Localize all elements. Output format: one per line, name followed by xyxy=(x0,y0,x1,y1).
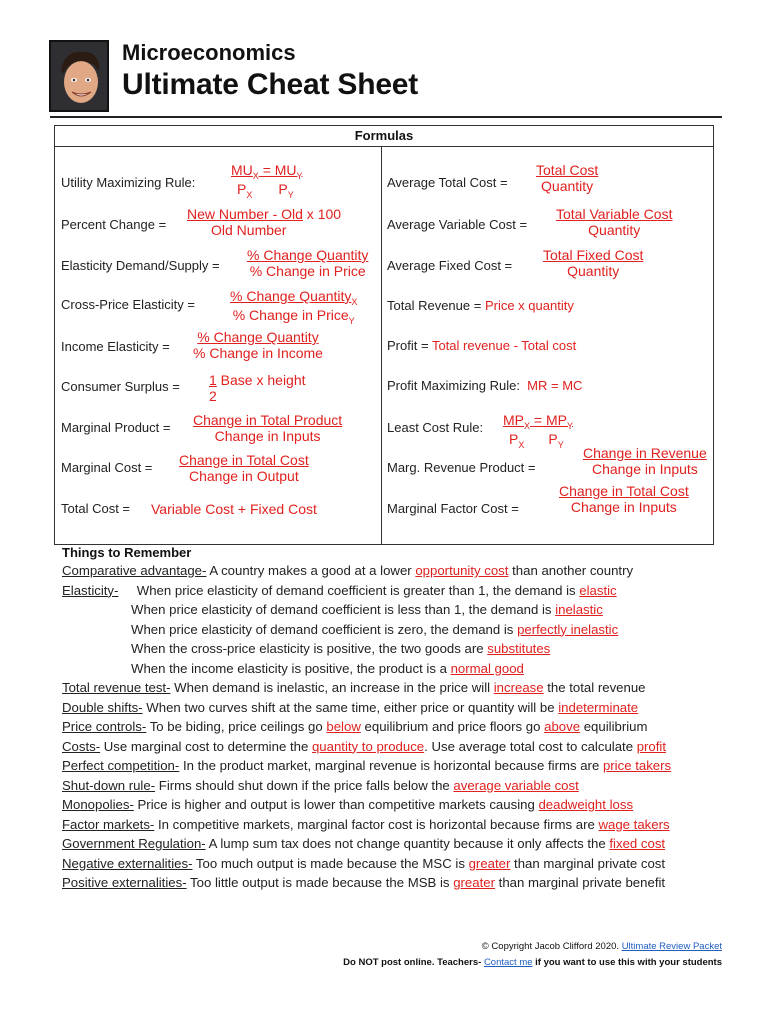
utility-formula xyxy=(231,162,303,200)
p-y: P xyxy=(278,180,288,197)
remember-line xyxy=(62,680,646,695)
cp-num-sub: X xyxy=(351,296,358,307)
mp-num: Change in Total Product xyxy=(193,412,343,428)
mc-num: Change in Total Cost xyxy=(179,452,309,468)
cs-text: Base x height xyxy=(216,372,306,388)
remember-answer: opportunity cost xyxy=(415,563,509,578)
remember-answer: deadweight loss xyxy=(538,797,634,812)
remember-text: In the product market, marginal revenue is horizontal because firms are xyxy=(179,758,603,773)
elasticity-formula xyxy=(247,247,368,279)
cp-num: % Change Quantity xyxy=(230,288,352,304)
profit-label xyxy=(387,338,576,353)
cs-one: 1 xyxy=(209,372,217,388)
remember-text: the total revenue xyxy=(543,680,646,695)
marginal-cost-formula xyxy=(179,452,309,484)
utility-label: Utility Maximizing Rule: xyxy=(61,175,196,190)
profit-label-text: Profit = xyxy=(387,338,429,353)
atc-formula xyxy=(536,162,598,194)
remember-line xyxy=(62,700,638,715)
marginal-product-label: Marginal Product = xyxy=(61,420,171,435)
remember-line xyxy=(131,622,618,637)
marginal-cost-label: Marginal Cost = xyxy=(61,460,153,475)
pc-mult: x 100 xyxy=(302,206,342,222)
profit-value: Total revenue - Total cost xyxy=(431,338,577,353)
copyright-line xyxy=(482,941,722,952)
remember-text: When two curves shift at the same time, either price or quantity will be xyxy=(142,699,559,715)
mc-den: Change in Output xyxy=(188,468,299,484)
remember-text: When the income elasticity is positive, the product is a xyxy=(131,660,451,676)
remember-term: Double shifts- xyxy=(62,699,143,715)
lc-py: P xyxy=(548,430,558,447)
remember-answer: increase xyxy=(493,680,544,695)
inc-den: % Change in Income xyxy=(193,345,323,361)
afc-label: Average Fixed Cost = xyxy=(387,258,513,273)
mrp-num: Change in Revenue xyxy=(583,445,707,461)
avc-den: Quantity xyxy=(588,222,641,238)
tr-value: Price x quantity xyxy=(484,298,574,313)
percent-change-formula xyxy=(187,206,341,238)
remember-answer: greater xyxy=(468,855,511,871)
remember-line xyxy=(62,875,665,890)
remember-line xyxy=(62,778,579,793)
remember-term: Price controls- xyxy=(62,719,147,734)
sub-py: Y xyxy=(287,189,294,200)
pm-label: Profit Maximizing Rule: xyxy=(387,378,520,393)
cross-price-label: Cross-Price Elasticity = xyxy=(61,297,195,312)
mu-x: MU xyxy=(231,162,253,178)
remember-text: equilibrium and price floors go xyxy=(360,719,545,734)
column-divider xyxy=(381,146,382,544)
atc-den: Quantity xyxy=(541,178,594,194)
remember-text: Firms should shut down if the price falls below the xyxy=(155,777,454,793)
copyright-text: © Copyright Jacob Clifford 2020. xyxy=(481,941,620,952)
remember-line xyxy=(62,563,633,578)
total-revenue-label xyxy=(387,298,574,313)
pc-den: Old Number xyxy=(211,222,287,238)
remember-answer: wage takers xyxy=(598,816,670,832)
notice-post: if you want to use this with your students xyxy=(532,957,722,968)
remember-heading: Things to Remember xyxy=(62,545,192,560)
pc-num: New Number - Old xyxy=(187,206,303,222)
remember-answer: profit xyxy=(636,738,667,754)
mrp-formula xyxy=(583,445,707,477)
el-den: % Change in Price xyxy=(249,263,366,279)
remember-term: Government Regulation- xyxy=(62,836,206,851)
remember-text: In competitive markets, marginal factor cost is horizontal because firms are xyxy=(154,816,599,832)
marginal-product-formula xyxy=(193,412,342,444)
el-num: % Change Quantity xyxy=(247,247,369,263)
atc-num: Total Cost xyxy=(536,162,599,178)
elasticity-label: Elasticity Demand/Supply = xyxy=(61,258,220,273)
remember-text: A lump sum tax does not change quantity because it only affects the xyxy=(205,836,610,851)
remember-answer: fixed cost xyxy=(609,836,666,851)
remember-term: Negative externalities- xyxy=(62,855,193,871)
avc-formula xyxy=(556,206,672,238)
remember-term: Perfect competition- xyxy=(62,758,180,773)
formulas-table xyxy=(54,125,714,545)
atc-label: Average Total Cost = xyxy=(387,175,508,190)
remember-answer: above xyxy=(544,719,581,734)
lc-px: P xyxy=(509,430,519,447)
remember-line xyxy=(62,719,648,734)
cs-two: 2 xyxy=(209,388,217,404)
cp-den-sub: Y xyxy=(348,315,355,326)
lc-subx: X xyxy=(524,420,531,431)
tr-label: Total Revenue = xyxy=(387,298,482,313)
remember-text: When the cross-price elasticity is positive, the two goods are xyxy=(131,641,488,656)
remember-answer: quantity to produce xyxy=(311,738,425,754)
notice-pre: Do NOT post online. Teachers- xyxy=(343,957,482,968)
avc-label: Average Variable Cost = xyxy=(387,217,528,232)
mu-y: MU xyxy=(274,162,297,178)
mp-den: Change in Inputs xyxy=(214,428,321,444)
remember-text: equilibrium xyxy=(580,719,648,734)
sub-y: Y xyxy=(296,170,303,181)
remember-text: than another country xyxy=(508,563,634,578)
total-cost-formula: Variable Cost + Fixed Cost xyxy=(151,501,317,517)
afc-formula xyxy=(543,247,643,279)
afc-den: Quantity xyxy=(567,263,620,279)
remember-term: Shut-down rule- xyxy=(62,777,156,793)
remember-text: Too little output is made because the MSB is xyxy=(186,875,454,890)
remember-line xyxy=(62,797,633,812)
least-cost-label: Least Cost Rule: xyxy=(387,420,484,435)
review-packet-link[interactable]: Ultimate Review Packet xyxy=(621,941,722,952)
lc-mpx: MP xyxy=(503,412,524,428)
remember-term: Total revenue test- xyxy=(62,680,171,695)
remember-line xyxy=(131,661,524,676)
mrp-label: Marg. Revenue Product = xyxy=(387,460,536,475)
formulas-heading: Formulas xyxy=(55,126,713,147)
profit-max-label xyxy=(387,378,582,393)
remember-text: than marginal private cost xyxy=(510,855,666,871)
remember-line xyxy=(62,758,671,773)
remember-line xyxy=(62,583,617,598)
remember-answer: indeterminate xyxy=(558,699,639,715)
author-photo xyxy=(49,40,109,112)
eq: = xyxy=(262,162,271,178)
lc-subpy: Y xyxy=(557,439,564,450)
consumer-surplus-formula xyxy=(209,372,306,404)
remember-answer: elastic xyxy=(579,582,617,598)
author-face-icon xyxy=(51,42,107,110)
remember-answer: average variable cost xyxy=(453,777,579,793)
remember-answer: perfectly inelastic xyxy=(517,621,619,637)
header-divider xyxy=(50,116,722,118)
lc-subpx: X xyxy=(518,439,525,450)
page-subtitle: Microeconomics xyxy=(122,40,296,65)
remember-term: Costs- xyxy=(62,738,101,754)
remember-text: When price elasticity of demand coefficient is greater than 1, the demand is xyxy=(118,582,580,598)
avc-num: Total Variable Cost xyxy=(556,206,673,222)
remember-answer: greater xyxy=(453,875,495,890)
remember-line xyxy=(62,739,666,754)
remember-term: Elasticity- xyxy=(62,582,119,598)
remember-term: Positive externalities- xyxy=(62,875,187,890)
remember-line xyxy=(62,836,665,851)
percent-change-label: Percent Change = xyxy=(61,217,167,232)
remember-term: Factor markets- xyxy=(62,816,155,832)
remember-text: . Use average total cost to calculate xyxy=(424,738,637,754)
afc-num: Total Fixed Cost xyxy=(543,247,644,263)
remember-term: Monopolies- xyxy=(62,797,134,812)
remember-line xyxy=(62,856,665,871)
remember-text: Use marginal cost to determine the xyxy=(100,738,312,754)
income-label: Income Elasticity = xyxy=(61,339,170,354)
cp-den: % Change in Price xyxy=(232,306,349,323)
remember-text: Price is higher and output is lower than competitive markets causing xyxy=(133,797,539,812)
mfc-label: Marginal Factor Cost = xyxy=(387,501,519,516)
remember-text: To be biding, price ceilings go xyxy=(146,719,327,734)
consumer-surplus-label: Consumer Surplus = xyxy=(61,379,180,394)
remember-line xyxy=(62,817,670,832)
remember-answer: inelastic xyxy=(555,602,603,617)
mfc-num: Change in Total Cost xyxy=(559,483,689,499)
page-title: Ultimate Cheat Sheet xyxy=(122,68,419,101)
notice-line xyxy=(343,957,722,968)
contact-me-link[interactable]: Contact me xyxy=(483,957,533,968)
remember-line xyxy=(131,602,603,617)
mfc-formula xyxy=(559,483,689,515)
remember-text: Too much output is made because the MSC is xyxy=(192,855,469,871)
inc-num: % Change Quantity xyxy=(197,329,319,345)
lc-mpy: MP xyxy=(545,412,567,428)
mrp-den: Change in Inputs xyxy=(591,461,698,477)
total-cost-label: Total Cost = xyxy=(61,501,131,516)
least-cost-formula xyxy=(503,412,573,450)
remember-text: When price elasticity of demand coefficient is zero, the demand is xyxy=(131,621,518,637)
income-formula xyxy=(193,329,323,361)
lc-suby: Y xyxy=(566,420,573,431)
remember-text: When price elasticity of demand coefficient is less than 1, the demand is xyxy=(131,602,556,617)
remember-text: When demand is inelastic, an increase in the price will xyxy=(170,680,494,695)
remember-line xyxy=(131,641,550,656)
remember-answer: normal good xyxy=(450,660,524,676)
pm-value: MR = MC xyxy=(527,378,583,393)
sub-px: X xyxy=(246,189,253,200)
remember-text: than marginal private benefit xyxy=(495,875,666,890)
remember-answer: price takers xyxy=(602,758,672,773)
remember-answer: below xyxy=(326,719,361,734)
p-x: P xyxy=(237,180,247,197)
remember-answer: substitutes xyxy=(487,641,551,656)
lc-eq: = xyxy=(533,412,543,428)
mfc-den: Change in Inputs xyxy=(570,499,677,515)
cross-price-formula xyxy=(230,288,357,326)
remember-text: A country makes a good at a lower xyxy=(206,563,416,578)
remember-term: Comparative advantage- xyxy=(62,563,207,578)
sub-x: X xyxy=(252,170,259,181)
